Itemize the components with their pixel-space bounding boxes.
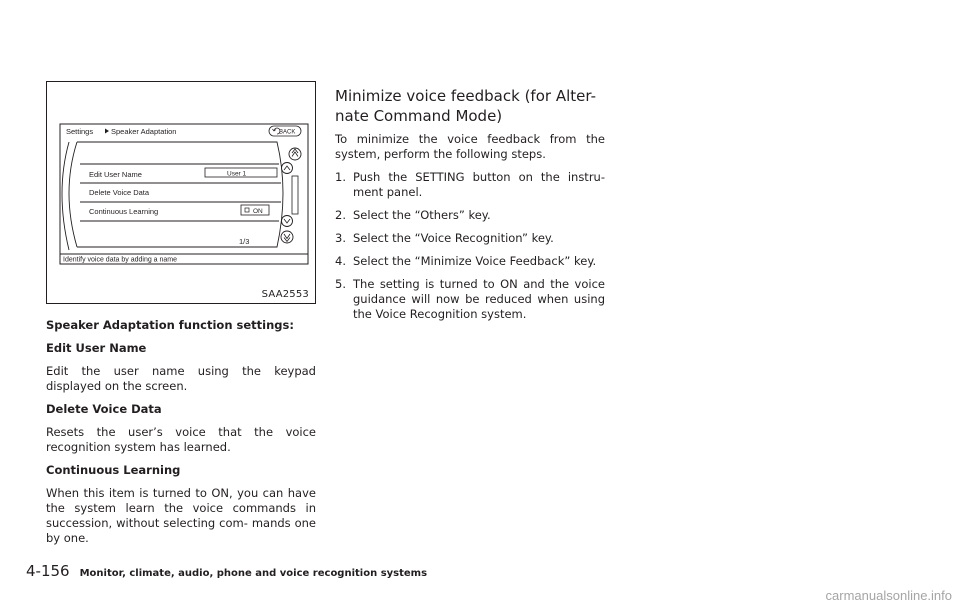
- scrollbar[interactable]: [292, 176, 298, 214]
- intro-text: To minimize the voice feedback from the system, perform the following steps.: [335, 132, 605, 161]
- back-button[interactable]: [269, 126, 301, 136]
- list-item: 1. Push the SETTING button on the instru- ment panel.: [335, 170, 605, 199]
- breadcrumb-page: Speaker Adaptation: [111, 127, 177, 136]
- section-body: When this item is turned to ON, you can have the system learn the voice commands in succession, without selecting com- mands one by one.: [46, 486, 316, 545]
- menu-item-continuous-learning[interactable]: [89, 205, 269, 216]
- screen-illustration: [47, 82, 317, 305]
- section-title: Delete Voice Data: [46, 402, 162, 416]
- list-item: 4. Select the “Minimize Voice Feedback” key.: [335, 254, 597, 268]
- list-item: 2. Select the “Others” key.: [335, 208, 491, 222]
- menu-item-label: Continuous Learning: [89, 207, 159, 216]
- menu-item-delete-voice-data[interactable]: [89, 188, 150, 197]
- breadcrumb-settings: Settings: [66, 127, 94, 136]
- page-footer: [26, 562, 427, 580]
- right-column: [335, 86, 605, 330]
- chapter-title: Monitor, climate, audio, phone and voice recognition systems: [79, 568, 428, 579]
- left-column: [46, 318, 316, 546]
- section-heading: Minimize voice feedback (for Alter- nate Command Mode): [335, 87, 596, 125]
- figure-speaker-adaptation: [46, 81, 316, 304]
- section-body: Resets the user’s voice that the voice recognition system has learned.: [46, 425, 316, 454]
- scroll-up-small-button[interactable]: [282, 163, 293, 174]
- menu-item-label: Delete Voice Data: [89, 188, 150, 197]
- figure-code: SAA2553: [261, 289, 309, 300]
- breadcrumb-arrow-icon: [105, 129, 109, 134]
- section-body: Edit the user name using the keypad displayed on the screen.: [46, 364, 316, 393]
- toggle-value: ON: [253, 208, 263, 215]
- section-title: Continuous Learning: [46, 463, 181, 477]
- left-bezel: [69, 142, 77, 247]
- left-bezel-outer: [62, 142, 69, 250]
- settings-heading: Speaker Adaptation function settings:: [46, 318, 294, 332]
- list-item: 3. Select the “Voice Recognition” key.: [335, 231, 554, 245]
- section-title: Edit User Name: [46, 341, 147, 355]
- scroll-up-button[interactable]: [289, 148, 301, 160]
- scroll-down-small-button[interactable]: [282, 216, 293, 227]
- user-name-value: User 1: [227, 170, 247, 178]
- menu-item-edit-user-name[interactable]: [89, 168, 277, 179]
- page-indicator: 1/3: [239, 237, 250, 246]
- menu-item-label: Edit User Name: [89, 170, 142, 179]
- page-number: 4-156: [26, 562, 70, 580]
- status-text: Identify voice data by adding a name: [63, 256, 178, 264]
- steps-list: [335, 170, 605, 322]
- watermark: carmanualsonline.info: [825, 588, 952, 603]
- back-button-label: BACK: [279, 129, 296, 136]
- list-item: 5. The setting is turned to ON and the voice guidance will now be reduced when using the Voice Recognition system.: [335, 277, 605, 321]
- scroll-down-button[interactable]: [281, 231, 293, 243]
